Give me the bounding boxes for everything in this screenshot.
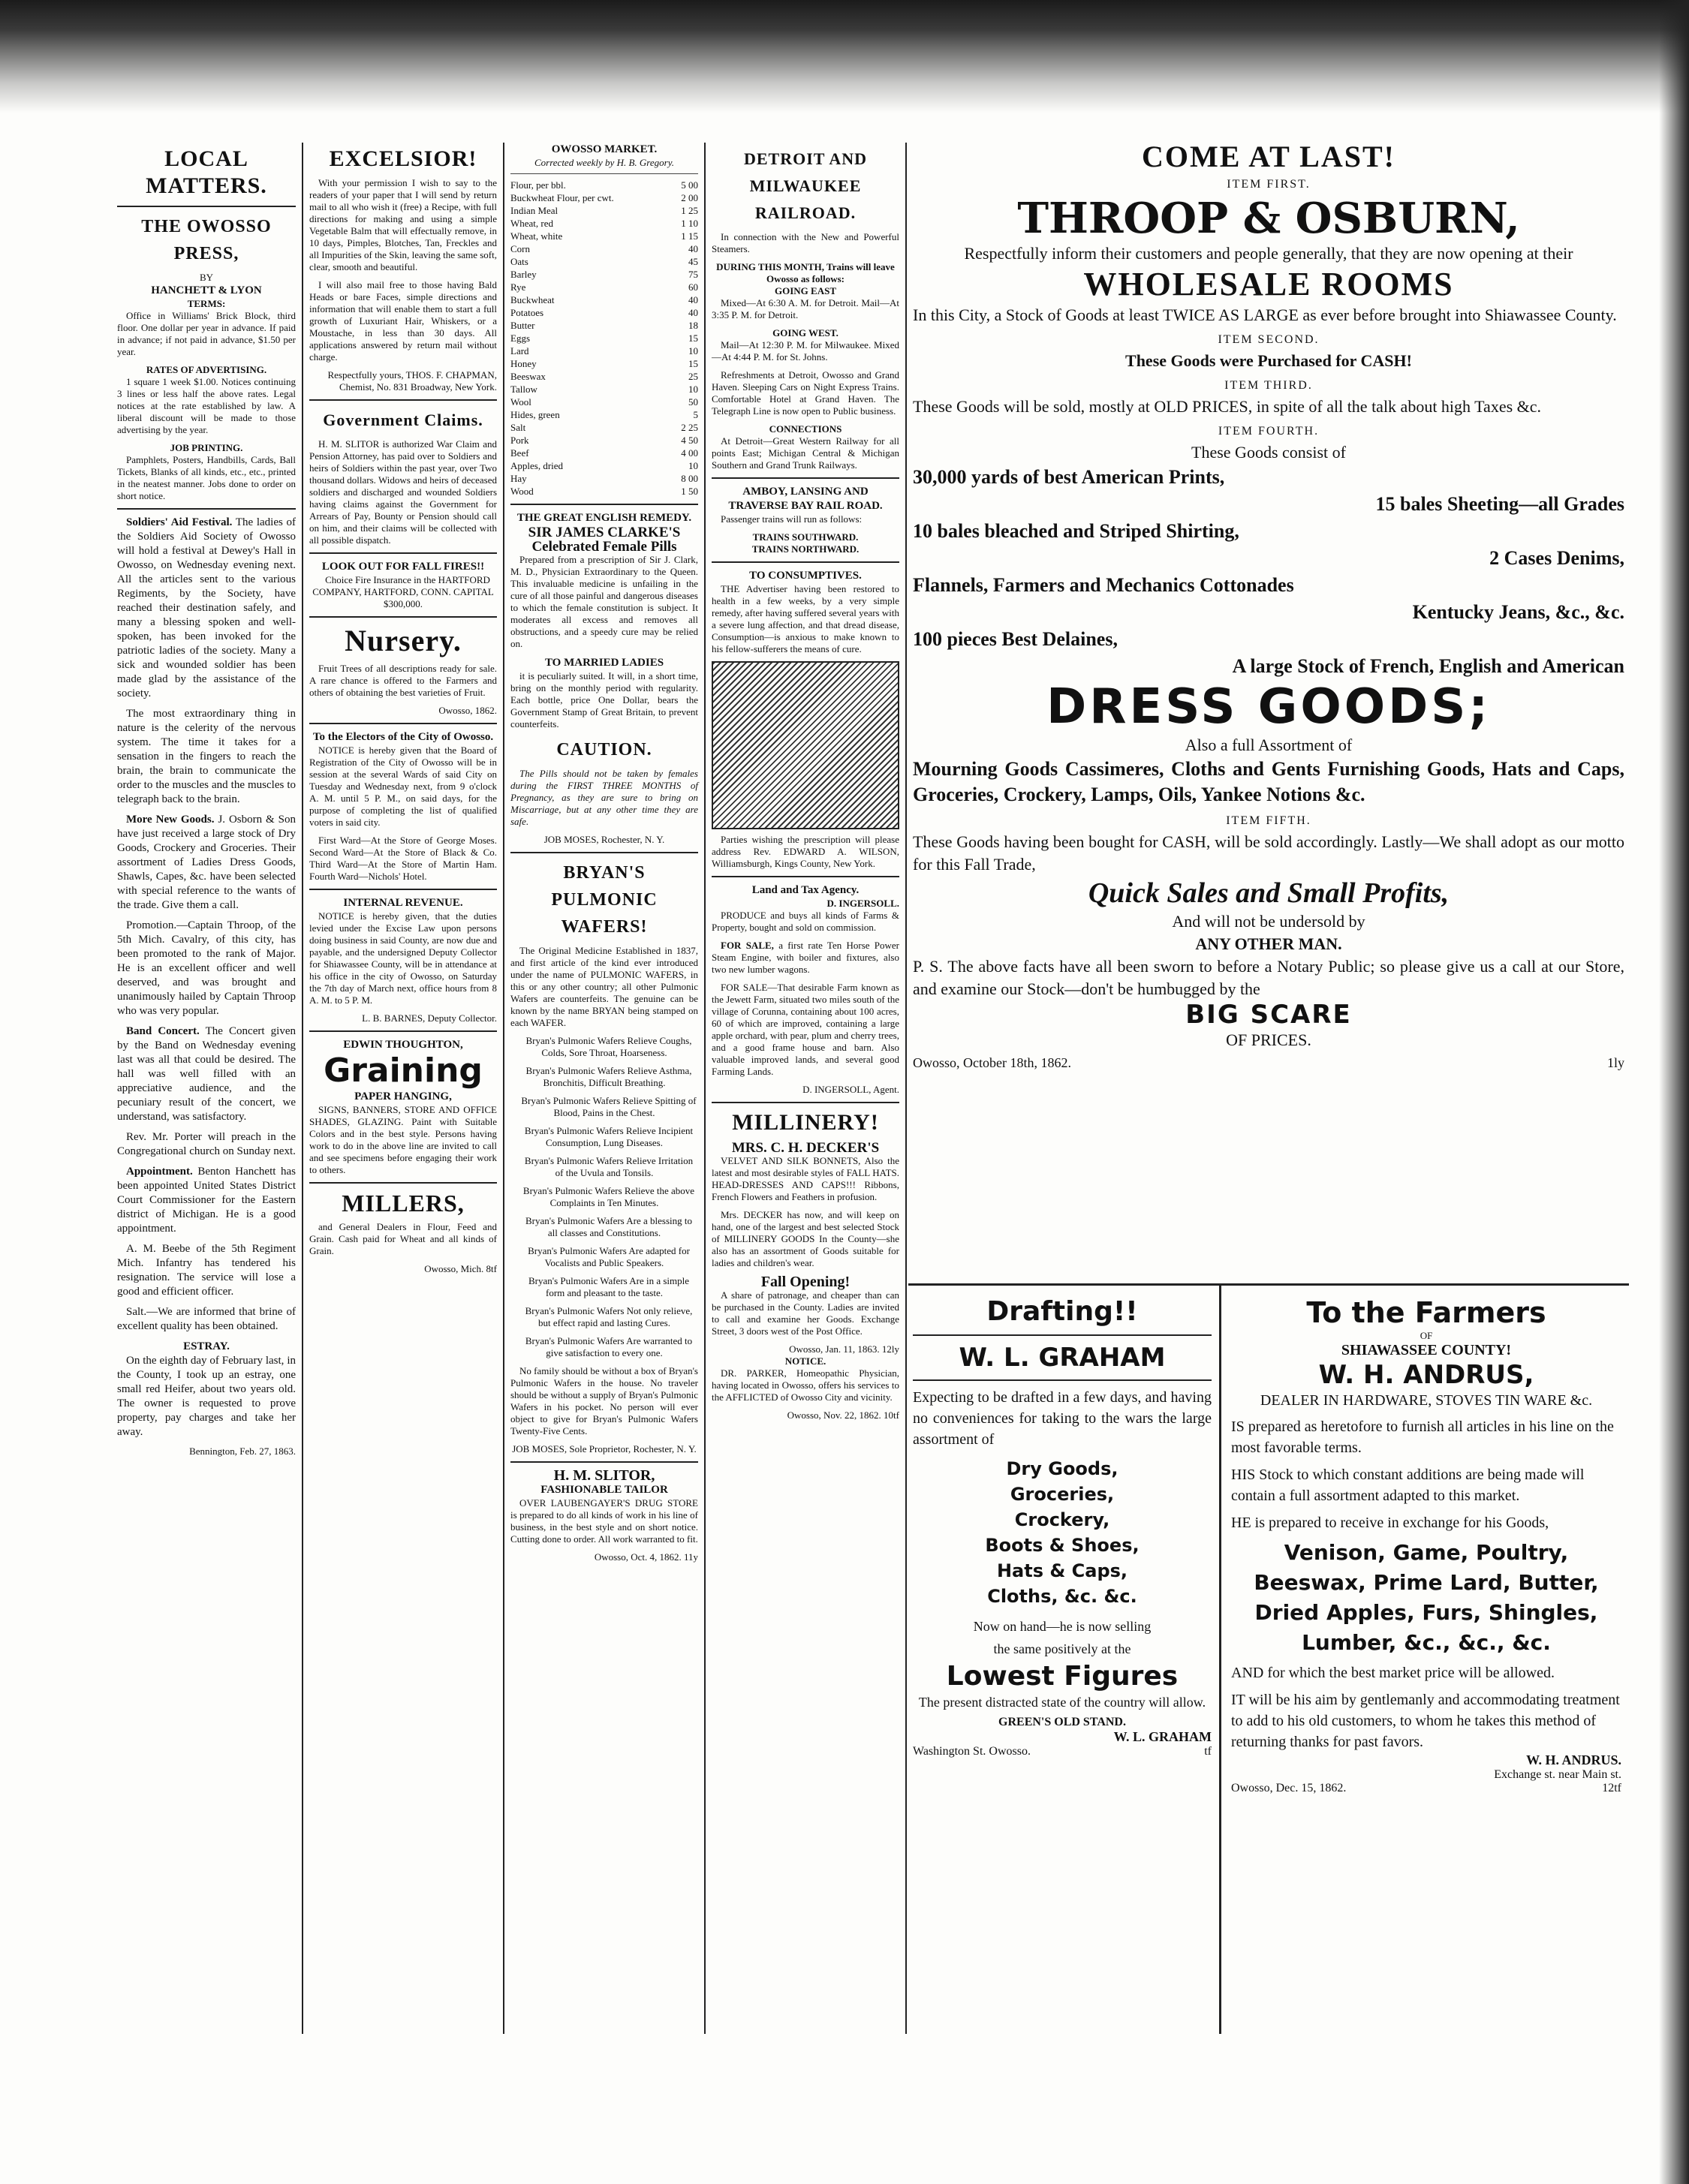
connections-text: At Detroit—Great Western Railway for all points East; Michigan Central & Michigan Southern and Grand Trunk Railways. [712,435,899,471]
graham-name: W. L. GRAHAM [959,1343,1166,1373]
big-scare: BIG SCARE [1185,1000,1352,1030]
land-text: PRODUCE and buys all kinds of Farms & Property, bought and sold on commission. [712,910,899,933]
land-header: Land and Tax Agency. [751,884,860,896]
old-prices-text: These Goods will be sold, mostly at OLD PRICES, in spite of all the talk about high Taxes &c. [913,397,1542,416]
consumptives-text: THE Advertiser having been restored to health in a few weeks, by a very simple remedy, after having suffered several years with a severe lung affection, and that dread disease, Consumption—is anxious to make known to his fellow-sufferers the means of cure. [712,583,899,654]
exchange-text: HE is prepared to receive in exchange for his Goods, [1231,1515,1549,1531]
goods-list-item: 2 Cases Denims, [1489,547,1624,569]
price-item: Lard [510,345,529,356]
price-value: 2 00 [681,192,698,203]
price-item: Oats [510,256,528,267]
column-railroad [707,143,904,2034]
bryan-list-item: Bryan's Pulmonic Wafers Are warranted to give satisfaction to every one. [525,1335,693,1358]
farmers-header: To the Farmers [1306,1296,1546,1329]
price-item: Wheat, white [510,230,563,242]
bryan-list-item: Bryan's Pulmonic Wafers Are a blessing to all classes and Constitutions. [525,1215,693,1238]
graham-ad [908,1291,1216,2034]
price-value: 60 [688,281,698,293]
notice-text: DR. PARKER, Homeopathic Physician, having located in Owosso, offers his services to the AFFLICTED of Owosso City and vicinity. [712,1367,899,1403]
bryan-list-item: Bryan's Pulmonic Wafers Relieve Incipient Consumption, Lung Diseases. [524,1125,694,1148]
item-third: ITEM THIRD. [1224,379,1313,392]
price-value: 45 [688,256,698,267]
price-row [510,191,698,204]
graining-header: Graining [324,1051,483,1090]
price-value: 4 00 [681,447,698,459]
trains-north: TRAINS NORTHWARD. [751,543,860,555]
price-item: Wood [510,486,534,497]
appointment-text: Benton Hanchett has been appointed United States District Court Commissioner for the Eastern district of Michigan. He is a good appointment. [117,1166,297,1235]
prepared-text: IS prepared as heretofore to furnish all articles in his line on the most favorable terms. [1231,1418,1614,1456]
cash-text: These Goods were Purchased for CASH! [1125,351,1412,370]
wholesale-text: In this City, a Stock of Goods at least TWICE AS LARGE as ever before brought into Shiawassee County. [913,305,1617,324]
rev-text: Rev. Mr. Porter will preach in the Congregational church on Sunday next. [117,1131,296,1157]
millers-text: and General Dealers in Flour, Feed and Grain. Cash paid for Wheat and all kinds of Grain. [309,1221,497,1256]
bryan-text: The Original Medicine Established in 1837, and first article of the kind ever introduced under the name of PULMONIC WAFERS, in this or any other country; all other Pulmonic Wafers are counterfeits. The genuine can be known by the name BRYAN being stamped on each WAFER. [510,945,698,1028]
ladies-text: it is peculiarly suited. It will, in a short time, bring on the monthly period with regularity. Each bottle, price One Dollar, bears the Government Stamp of Great Britain, to prevent counterfeits. [510,670,698,730]
slitor-subheader: FASHIONABLE TAILOR [540,1484,668,1496]
price-row [510,204,698,217]
graham-list-item: Crockery, [1014,1509,1110,1530]
revenue-header: INTERNAL REVENUE. [343,897,463,909]
graham-list-item: Hats & Caps, [996,1560,1128,1581]
price-item: Apples, dried [510,460,564,471]
price-item: Corn [510,243,530,254]
price-value: 15 [688,358,698,369]
stock-text: HIS Stock to which constant additions are being made will contain a full assortment adapted to this market. [1231,1467,1585,1504]
column-market [506,143,703,2034]
goods-head: More New Goods. [126,814,215,826]
price-row [510,396,698,408]
revenue-signature: L. B. BARNES, Deputy Collector. [362,1012,497,1024]
amboy-text: Passenger trains will run as follows: [721,513,863,525]
price-item: Buckwheat [510,294,555,305]
price-item: Wheat, red [510,218,554,229]
goods-text: J. Osborn & Son have just received a large stock of Dry Goods, Crockery and Groceries. Their assortment of Ladies Dress Goods, Shawls, Capes, &c. have been selected with special reference to the wants of the trade. Give them a call. [117,814,297,911]
price-row [510,281,698,293]
column-local-matters [113,143,300,2034]
price-row [510,370,698,383]
excelsior-header: EXCELSIOR! [329,146,477,171]
railroad-body: Refreshments at Detroit, Owosso and Grand Haven. Sleeping Cars on Night Express Trains. Comfortable Hotel at Grand Haven. The Telegraph Line is now open to Public business. [712,369,899,417]
price-value: 15 [688,332,698,344]
price-item: Hay [510,473,527,484]
fifth-text: These Goods having been bought for CASH, will be sold accordingly. Lastly—We shall adopt as our motto for this Fall Trade, [913,832,1624,874]
millinery-text: VELVET AND SILK BONNETS, Also the latest and most desirable styles of FALL HATS. HEAD-DRESSES AND CAPS!!! Ribbons, French Flowers and Feathers in profusion. [712,1155,899,1202]
bryan-list [510,1035,698,1359]
graham-list-item: Dry Goods, [1006,1458,1118,1479]
price-item: Rye [510,281,526,293]
land-agent: D. INGERSOLL. [826,898,899,909]
scan-border-right [1659,0,1689,2184]
price-row [510,344,698,357]
market-text: AND for which the best market price will be allowed. [1231,1665,1555,1681]
price-item: Pork [510,435,529,446]
land-signature: D. INGERSOLL, Agent. [802,1084,899,1095]
price-value: 5 00 [681,179,698,191]
drafting-header: Drafting!! [986,1296,1138,1327]
price-row [510,485,698,498]
opening-signature: Owosso, Jan. 11, 1863. 12ly [789,1343,899,1355]
andrus-sig-date: Owosso, Dec. 15, 1862. [1231,1782,1347,1794]
price-row [510,332,698,344]
estray-head: ESTRAY. [183,1340,230,1352]
price-row [510,472,698,485]
bryan-list-item: Bryan's Pulmonic Wafers Relieve the above Complaints in Ten Minutes. [522,1185,695,1208]
millinery-name: MRS. C. H. DECKER'S [731,1140,880,1156]
price-value: 40 [688,243,698,254]
column-rule [905,143,907,2034]
graham-sig-addr: Washington St. Owosso. [913,1745,1031,1758]
price-item: Beeswax [510,371,546,382]
price-row [510,434,698,447]
expecting-text: Expecting to be drafted in a few days, and having no conveniences for taking to the wars the large assortment of [913,1389,1212,1448]
price-value: 1 50 [681,486,698,497]
dress-goods-header: DRESS GOODS; [1046,679,1491,735]
goods-list-item: Kentucky Jeans, &c., &c. [1412,601,1624,623]
terms-text: Office in Williams' Brick Block, third floor. One dollar per year in advance. If paid in advance; if not paid in advance, $1.50 per year. [117,310,296,357]
paper-hanging-header: PAPER HANGING, [354,1090,452,1103]
going-west: GOING WEST. [772,327,838,338]
price-row [510,255,698,268]
electors-text: NOTICE is hereby given that the Board of Registration of the City of Owosso will be in session at the several Wards of said City on Tuesday and Wednesday next, from 9 o'clock A. M. until 5 P. M., on said days, for the purpose of completing the list of qualified voters in said city. [309,745,497,828]
ad-rule [1219,1283,1221,2034]
price-list [510,179,698,498]
county-label: SHIAWASSEE COUNTY! [1341,1342,1512,1358]
route-header: EDWIN THOUGHTON, [343,1039,463,1051]
millers-signature: Owosso, Mich. 8tf [424,1263,497,1274]
consumptives-text-2: Parties wishing the prescription will please address Rev. EDWARD A. WILSON, Williamsburgh, Kings County, New York. [712,834,899,869]
goods-list-item: 30,000 yards of best American Prints, [913,466,1225,488]
goods-list-item: 15 bales Sheeting—all Grades [1375,493,1624,515]
pleasant-text: The present distracted state of the country will allow. [918,1695,1206,1710]
price-value: 10 [688,384,698,395]
price-item: Flour, per bbl. [510,179,566,191]
pills-text: Prepared from a prescription of Sir J. Clark, M. D., Physician Extraordinary to the Queen. This invaluable medicine is unfailing in the cure of all those painful and dangerous diseases to which the female constitution is subject. It moderates all excess and removes all obstructions, and a speedy cure may be relied on. [510,554,698,649]
aim-text: IT will be his aim by gentlemanly and accommodating treatment to add to his old customers, to whom he takes this method of returning thanks for past favors. [1231,1692,1620,1750]
east-text: Mixed—At 6:30 A. M. for Detroit. Mail—At 3:35 P. M. for Detroit. [712,297,899,320]
price-item: Barley [510,269,537,280]
produce-list: Venison, Game, Poultry, Beeswax, Prime Lard, Butter, Dried Apples, Furs, Shingles, Lumber, &c., &c., &c. [1254,1540,1599,1655]
wholesale-rooms: WHOLESALE ROOMS [1083,266,1454,302]
fair-head: Soldiers' Aid Festival. [126,516,233,528]
concert-head: Band Concert. [126,1025,200,1037]
price-row [510,293,698,306]
price-row [510,421,698,434]
column-rule [503,143,504,2034]
price-item: Honey [510,358,537,369]
andrus-sig-addr: Exchange st. near Main st. [1494,1768,1621,1781]
goods-list-item: A large Stock of French, English and American [1232,655,1624,677]
green-stand: GREEN'S OLD STAND. [998,1716,1126,1728]
price-item: Buckwheat Flour, per cwt. [510,192,614,203]
price-value: 10 [688,460,698,471]
price-row [510,459,698,472]
millers-header: MILLERS, [342,1190,465,1217]
undersold-text: And will not be undersold by [1172,912,1365,931]
item-fourth: ITEM FOURTH. [1218,425,1320,438]
ad-date: Owosso, October 18th, 1862. [913,1055,1071,1070]
graining-text: SIGNS, BANNERS, STORE AND OFFICE SHADES, GLAZING. Paint with Suitable Colors and in the best style. Persons having work to do in the above line are invited to call and see specimens before engaging their work to others. [309,1104,497,1175]
notice-signature: Owosso, Nov. 22, 1862. 10tf [787,1409,899,1421]
job-head: JOB PRINTING. [170,442,243,453]
price-value: 5 [693,409,698,420]
item-second: ITEM SECOND. [1218,333,1320,346]
price-item: Salt [510,422,526,433]
consumptives-header: TO CONSUMPTIVES. [749,570,862,582]
andrus-name: W. H. ANDRUS, [1318,1360,1534,1390]
local-matters-header: LOCAL MATTERS. [146,146,267,198]
any-other-man: ANY OTHER MAN. [1195,934,1342,953]
promotion-text: Promotion.—Captain Throop, of the 5th Mich. Cavalry, of this city, has been promoted to the rank of Major. He is an excellent officer and well deserved, and was brought and unanimously hailed by Captain Throop who was very popular. [117,919,296,1017]
price-row [510,357,698,370]
firm-name: THROOP & OSBURN, [1017,194,1520,243]
fire-header: LOOK OUT FOR FALL FIRES!! [321,561,485,573]
price-item: Potatoes [510,307,544,318]
price-row [510,319,698,332]
bryan-list-item: Bryan's Pulmonic Wafers Are adapted for Vocalists and Public Speakers. [528,1245,690,1268]
goods-list-item: 100 pieces Best Delaines, [913,628,1118,650]
rates-text: 1 square 1 week $1.00. Notices continuing 3 lines or less half the above rates. Legal notices at the rate established by law. A liberal discount will be made to those advertising by the year. [117,376,296,435]
now-on-hand: Now on hand—he is now selling [973,1619,1152,1634]
price-value: 4 50 [681,435,698,446]
sale-text: a first rate Ten Horse Power Steam Engine, with boiler and fixtures, also two new lumber wagons. [712,940,900,975]
notice-header: NOTICE. [784,1355,826,1367]
graham-list-item: Boots & Shoes, [985,1535,1140,1556]
appointment-head: Appointment. [126,1166,193,1178]
price-item: Eggs [510,332,530,344]
market-subheader: Corrected weekly by H. B. Gregory. [534,157,675,168]
excelsior-signature: Respectfully yours, THOS. F. CHAPMAN, Chemist, No. 831 Broadway, New York. [327,369,497,393]
price-item: Butter [510,320,535,331]
by-label: BY [199,272,214,283]
graham-list [913,1456,1212,1609]
opening-header: Fall Opening! [760,1274,851,1290]
graham-sig-name: W. L. GRAHAM [1113,1729,1212,1744]
rates-head: RATES OF ADVERTISING. [146,364,267,375]
price-value: 50 [688,396,698,408]
salt-text: Salt.—We are informed that brine of excellent quality has been obtained. [117,1306,296,1332]
price-item: Wool [510,396,531,408]
price-row [510,408,698,421]
price-item: Beef [510,447,529,459]
job-text: Pamphlets, Posters, Handbills, Cards, Ball Tickets, Blanks of all kinds, etc., etc., printed in the neatest manner. Jobs done to order on short notice. [117,454,296,501]
caution-signature: JOB MOSES, Rochester, N. Y. [543,834,665,845]
price-row [510,217,698,230]
excelsior-text: With your permission I wish to say to the readers of your paper that I will send by return mail to all who wish it (free) a Recipe, with full directions for making and using a simple Vegetable Balm that will effectually remove, in 10 days, Pimples, Blotches, Tan, Freckles and all Impurities of the Skin, leaving the same soft, clear, smooth and beautiful. [309,177,497,272]
andrus-ad [1224,1291,1629,2034]
price-value: 10 [688,345,698,356]
price-value: 75 [688,269,698,280]
price-value: 1 10 [681,218,698,229]
consists-text: These Goods consist of [1191,443,1346,462]
estray-text: On the eighth day of February last, in the County, I took up an estray, one small red Heifer, about two years old. The owner is requested to prove property, pay charges and take her away. [117,1355,296,1438]
bryan-list-item: Bryan's Pulmonic Wafers Relieve Spitting of Blood, Pains in the Chest. [521,1095,697,1118]
same-text: the same positively at the [993,1641,1131,1656]
bryan-list-item: Bryan's Pulmonic Wafers Relieve Irritation of the Uvula and Tonsils. [524,1155,694,1178]
pills-subheader: SIR JAMES CLARKE'S Celebrated Female Pills [528,525,681,555]
claims-header: Government Claims. [323,411,483,429]
price-value: 2 25 [681,422,698,433]
slitor-signature: Owosso, Oct. 4, 1862. 11y [594,1551,698,1563]
price-item: Tallow [510,384,537,395]
ladies-header: TO MARRIED LADIES [544,657,664,669]
lowest-figures: Lowest Figures [946,1661,1179,1692]
paper-title: THE OWOSSO PRESS, [141,217,272,263]
railroad-text: DURING THIS MONTH, Trains will leave Owosso as follows: [716,261,895,284]
caution-text: The Pills should not be taken by females during the FIRST THREE MONTHS of Pregnancy, as they are sure to bring on Miscarriage, but at any other time they are safe. [510,768,698,827]
andrus-sig-tail: 12tf [1602,1782,1621,1794]
resignation-text: A. M. Beebe of the 5th Regiment Mich. Infantry has tendered his resignation. The service will lose a good and efficient officer. [117,1243,296,1298]
amboy-header: AMBOY, LANSING AND TRAVERSE BAY RAIL ROAD. [728,486,883,512]
price-value: 1 25 [681,205,698,216]
firm-text: Respectfully inform their customers and people generally, that they are now opening at their [964,244,1573,263]
opening-text: A share of patronage, and cheaper than can be purchased in the County. Ladies are invited to call and examine her Goods. Exchange Street, 3 doors west of the Post Office. [712,1289,899,1337]
ps-text: P. S. The above facts have all been sworn to before a Notary Public; so please give us a call at our Store, and examine our Stock—don't be humbugged by the [913,957,1624,998]
price-value: 8 00 [681,473,698,484]
scan-border-top [0,0,1689,113]
price-value: 40 [688,307,698,318]
slitor-header: H. M. SLITOR, [553,1467,655,1484]
newspaper-page [113,143,1629,2034]
excelsior-text-2: I will also mail free to those having Bald Heads or bare Faces, simple directions and information that will enable them to start a full growth of Luxuriant Hair, Whiskers, or a Moustache, in less than 30 days. All applications answered by return mail without charge. [309,279,497,362]
estray-signature: Bennington, Feb. 27, 1863. [189,1445,296,1457]
concert-text: The Concert given by the Band on Wednesday evening last was all that could be desired. The hall was well filled with an appreciative audience, and the pecuniary result of the concert, we understand, was satisfactory. [117,1025,296,1123]
engraving-illustration [712,661,899,829]
revenue-text: NOTICE is hereby given, that the duties levied under the Excise Law upon persons doing business in said County, are now due and payable, and the undersigned Deputy Collector for Shiawassee County, will be in attendance at his office in the city of Owosso, on Saturday the 7th day of March next, office hours from 8 A. M. to 5 P. M. [309,910,497,1006]
railroad-subheader: In connection with the New and Powerful Steamers. [712,231,899,254]
bryan-close: No family should be without a box of Bryan's Pulmonic Wafers in the house. No traveler should be without a supply of Bryan's Pulmonic Wafers in his pocket. No person will ever object to give for Bryan's Pulmonic Wafers Twenty-Five Cents. [510,1365,698,1436]
news-text: The most extraordinary thing in nature is the celerity of the nervous system. The time it takes for a sensation in the fingers to reach the brain, the brain to communicate the order to the muscles and the muscles to telegraph back to the brain. [117,708,296,805]
assortment-text: Mourning Goods Cassimeres, Cloths and Gents Furnishing Goods, Hats and Caps, Groceries, Crockery, Lamps, Oils, Yankee Notions &c. [913,758,1624,805]
price-row [510,268,698,281]
nursery-header: Nursery. [345,624,462,657]
bryan-list-item: Bryan's Pulmonic Wafers Not only relieve, but effect rapid and lasting Cures. [525,1305,693,1328]
goods-list [913,464,1624,680]
price-value: 40 [688,294,698,305]
going-east: GOING EAST [775,285,836,296]
throop-osburn-ad [908,143,1629,1283]
bryan-signature: JOB MOSES, Sole Proprietor, Rochester, N. Y. [512,1443,697,1454]
millinery-header: MILLINERY! [732,1110,879,1135]
of-label: OF [1420,1330,1433,1341]
andrus-sig: W. H. ANDRUS. [1526,1752,1621,1767]
electors-header: To the Electors of the City of Owosso. [312,731,494,743]
bryan-list-item: Bryan's Pulmonic Wafers Relieve Coughs, Colds, Sore Throat, Hoarseness. [525,1035,692,1058]
sale-header: FOR SALE, [721,940,774,951]
trains-south: TRAINS SOUTHWARD. [752,531,859,543]
price-row [510,447,698,459]
fair-text: The ladies of the Soldiers Aid Society of Owosso will hold a festival at Dewey's Hall in Owosso, on Wednesday evening next. All the articles sent to the various Regiments, by the Society, have reached their destination safely, and many a blessing spoken and well-spoken, has been invoked for the patriotic ladies of the society. Many a sick and wounded soldier has been made glad by the assistance of the society. [117,516,296,699]
column-rule [302,143,303,2034]
item-fifth: ITEM FIFTH. [1226,814,1311,827]
millinery-text-2: Mrs. DECKER has now, and will keep on hand, one of the largest and best selected Stock of MILLINERY GOODS In the County—she also has an assortment of Goods suitable for ladies and children's wear. [712,1209,899,1268]
column-ads-2 [305,143,501,2034]
graham-sig-tail: tf [1204,1745,1212,1758]
connections-header: CONNECTIONS [769,423,842,435]
price-row [510,383,698,396]
price-row [510,242,698,255]
price-value: 18 [688,320,698,331]
come-at-last-header: COME AT LAST! [1142,143,1395,173]
claims-text: H. M. SLITOR is authorized War Claim and Pension Attorney, has paid over to Soldiers and heirs of Soldiers within the past year, over Two thousand dollars. Widows and heirs of deceased soldiers and discharged and wounded Soldiers having claims against the Government for Arrears of Pay, Bounty or Pension should call on him, and their claims will be collected with all possible dispatch. [309,438,497,546]
nursery-text: Fruit Trees of all descriptions ready for sale. A rare chance is offered to the Farmers and others of obtaining the best varieties of Fruit. [309,663,497,698]
price-item: Indian Meal [510,205,558,216]
item-first: ITEM FIRST. [1227,178,1311,191]
nursery-signature: Owosso, 1862. [438,705,497,716]
graham-list-item: Groceries, [1010,1484,1115,1505]
slitor-text: OVER LAUBENGAYER'S DRUG STORE is prepared to do all kinds of work in his line of business, in the best style and on short notice. Cutting done to order. All work warranted to fit. [510,1497,698,1545]
graham-list-item: Cloths, &c. &c. [987,1586,1137,1607]
ad-date-tail: 1ly [1606,1055,1624,1070]
motto: Quick Sales and Small Profits, [1088,877,1450,909]
ad-rule [908,1283,1629,1286]
column-rule [704,143,706,2034]
railroad-header: DETROIT AND MILWAUKEE RAILROAD. [743,149,868,222]
dealer-text: DEALER IN HARDWARE, STOVES TIN WARE &c. [1260,1392,1593,1409]
bryan-list-item: Bryan's Pulmonic Wafers Relieve Asthma, Bronchitis, Difficult Breathing. [525,1065,692,1088]
insurance-text: Choice Fire Insurance in the HARTFORD COMPANY, HARTFORD, CONN. CAPITAL $300,000. [312,574,494,609]
also-full-text: Also a full Assortment of [1185,736,1353,754]
price-item: Hides, green [510,409,560,420]
bryan-header: BRYAN'S PULMONIC WAFERS! [551,863,658,937]
pills-header: THE GREAT ENGLISH REMEDY. [516,512,692,524]
price-row [510,179,698,191]
terms-head: TERMS: [187,298,226,309]
price-row [510,306,698,319]
of-prices: OF PRICES. [1226,1030,1311,1049]
price-value: 1 15 [681,230,698,242]
wards-text: First Ward—At the Store of George Moses. Second Ward—At the Store of Black & Co. Third Ward—At the Store of Martin Ham. Fourth Ward—Nichols' Hotel. [309,835,497,882]
bryan-list-item: Bryan's Pulmonic Wafers Are in a simple form and pleasant to the taste. [528,1275,690,1298]
price-row [510,230,698,242]
farm-text: FOR SALE—That desirable Farm known as the Jewett Farm, situated two miles south of the village of Corunna, containing about 100 acres, 60 of which are improved, containing a large apple orchard, with pear, plum and cherry trees, and a good frame house and barn. Also valuable improved lands, and several good Farming Lands. [712,982,899,1077]
market-header: OWOSSO MARKET. [551,143,658,155]
west-text: Mail—At 12:30 P. M. for Milwaukee. Mixed—At 4:44 P. M. for St. Johns. [712,339,899,362]
goods-list-item: Flannels, Farmers and Mechanics Cottonades [913,574,1294,596]
publishers: HANCHETT & LYON [151,284,262,296]
caution-header: CAUTION. [556,740,652,760]
price-value: 25 [688,371,698,382]
goods-list-item: 10 bales bleached and Striped Shirting, [913,520,1239,542]
